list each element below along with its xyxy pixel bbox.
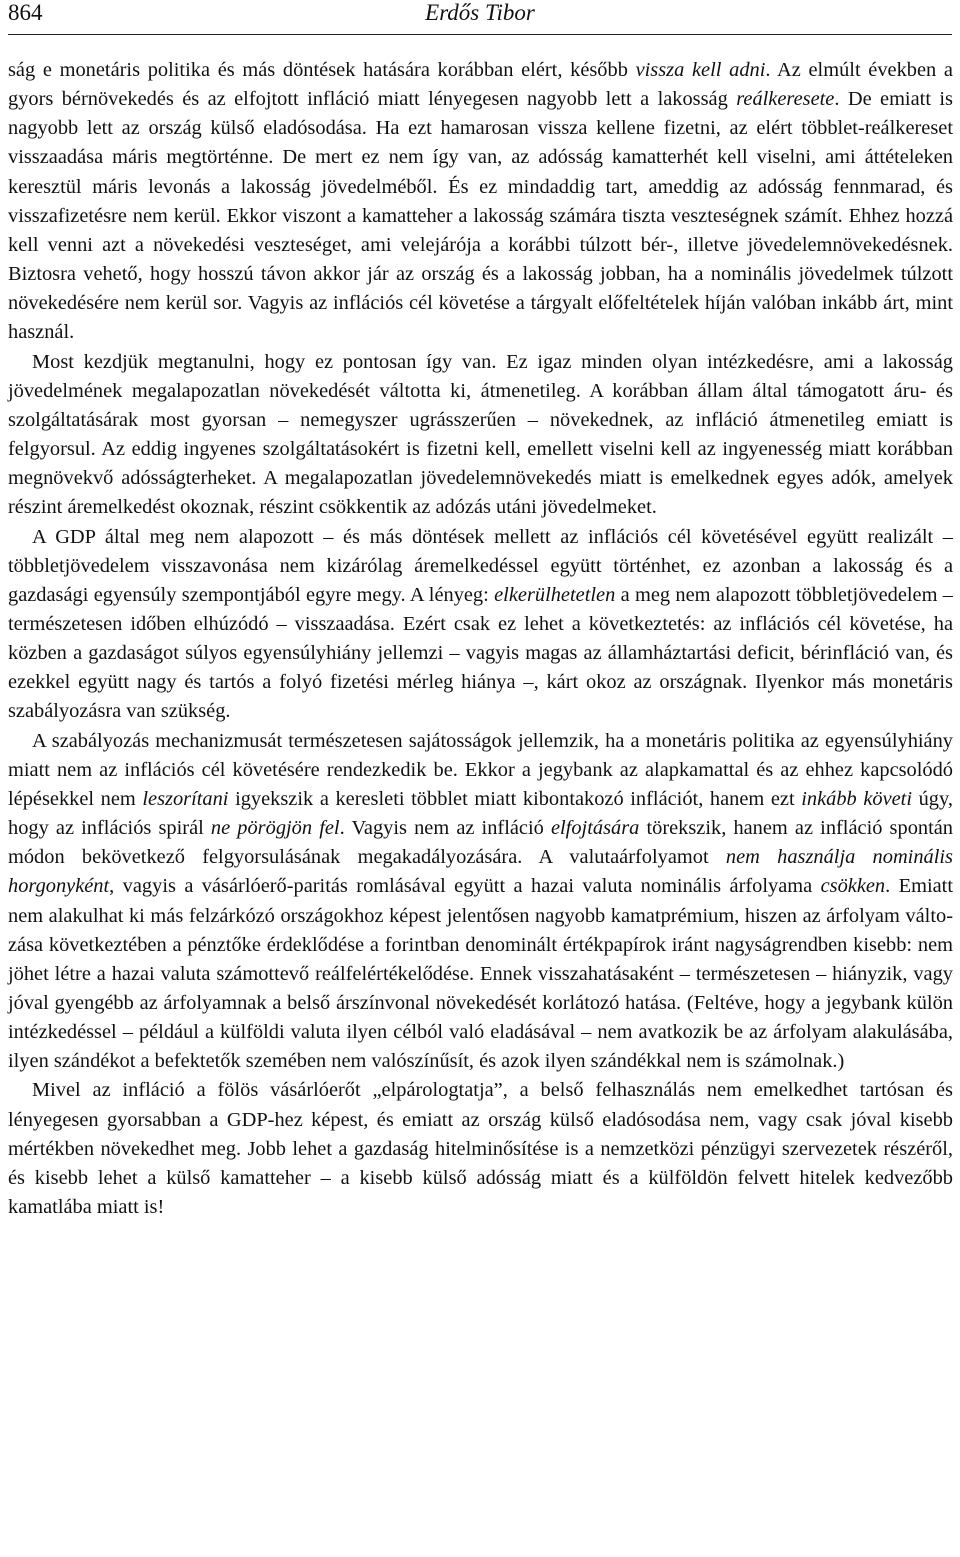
paragraph-1 <box>8 56 953 348</box>
italic-text-segment: inkább követi <box>801 787 913 810</box>
page-header <box>8 0 952 35</box>
italic-text-segment: vissza kell adni <box>635 59 766 81</box>
text-segment: a meg nem alapozott többletjövedelem – természetesen időben elhúzódó – visszaadása. Ezért csak ez lehet a következtetés: az inflációs cél követése, ha közben a gazdaságot súlyos egyensúlyhiány jellemzi – vagyis magas az államháztartási deficit, bérinfláció van, és ezekkel együtt nagy és tartós a folyó fizetési mérleg hiánya –, kárt okoz az országnak. Ilyenkor más monetáris szabályozásra van szükség. <box>8 583 953 723</box>
paragraph-4 <box>8 727 953 1077</box>
text-segment: törekszik, hanem az infláció spontán módon bekövetkező felgyorsulásának megakadályozására. A valutaárfolyamot <box>8 817 953 869</box>
text-segment: . Emiatt nem alakulhat ki más felzárkózó országokhoz képest jelentősen nagyobb kamatprémium, hiszen az árfolyam változása következtében a pénztőke érdeklődése a forintban denominált értékpapírok iránt nagyságrendben kisebb: nem jöhet létre a hazai valuta számottevő reálfelértékelődése. Ennek visszahatásaként – természetesen – hiányzik, vagy jóval gyengébb az árfolyamnak a belső árszínvonal növekedését korlátozó hatása. (Feltéve, hogy a jegybank külön intézkedéssel – például a külföldi valuta ilyen célból való eladásával – nem avatkozik be az árfolyam alakulásába, ilyen szándékot a befektetők szemében nem valószínűsít, és azok ilyen szándékkal nem is számolnak.) <box>8 875 954 1073</box>
paragraph-3 <box>8 523 953 727</box>
text-segment: ság e monetáris politika és más döntések hatására korábban elért, később <box>8 59 636 81</box>
italic-text-segment: leszorítani <box>142 787 229 810</box>
text-segment: Most kezdjük megtanulni, hogy ez pontosan így van. Ez igaz minden olyan intézkedésre, ami a lakosság jövedelmének megalapozatlan növekedését váltotta ki, átmenetileg. A korábban állam által támogatott áru- és szolgáltatásárak most gyorsan – nemegyszer ugrásszerűen – növekednek, az infláció átmenetileg emiatt is felgyorsul. Az eddig ingyenes szolgáltatásokért is fizetni kell, emellett viselni kell az ingyenesség miatt korábban megnövekvő adósságterheket. A megalapozatlan jövedelemnövekedés miatt is emelkednek egyes adók, amelyek részint áremelkedést okoznak, részint csökkentik az adózás utáni jövedelmeket. <box>8 350 953 519</box>
article-body <box>8 56 953 1222</box>
text-segment: . Vagyis nem az infláció <box>339 817 551 840</box>
text-segment: . Az elmúlt években a gyors bérnövekedés és az elfojtott infláció miatt lényegesen nagyobb lett a lakosság <box>8 59 953 111</box>
paragraph-2 <box>8 348 953 523</box>
page-number: 864 <box>8 0 43 25</box>
italic-text-segment: elkerülhetetlen <box>494 583 616 606</box>
text-segment: A szabályozás mechanizmusát természetesen sajátosságok jellemzik, ha a monetáris politika az egyensúlyhiány miatt nem az inflációs cél követésére rendezkedik be. Ekkor a jegybank az alapkamattal és az ehhez kapcsolódó lépésekkel nem <box>8 729 953 810</box>
running-head: Erdős Tibor <box>425 0 535 25</box>
paragraph-5 <box>8 1076 953 1222</box>
text-segment: igyekszik a keresleti többlet miatt kibontakozó inflációt, hanem ezt <box>228 787 802 810</box>
italic-text-segment: elfojtására <box>550 817 640 840</box>
italic-text-segment: reálkeresete <box>736 88 835 111</box>
italic-text-segment: ne pörögjön fel <box>210 817 340 840</box>
text-segment: Mivel az infláció a fölös vásárlóerőt „elpárologtatja”, a belső felhasználás nem emelkedhet tartósan és lényegesen gyorsabban a GDP-hez képest, és emiatt az ország külső eladósodása nem, vagy csak jóval kisebb mértékben növekedhet meg. Jobb lehet a gazdaság hitelminősítése is a nemzetközi pénzügyi szervezetek részéről, és kisebb lehet a külső kamatteher – a kisebb külső adósság miatt és a külföldön felvett hitelek kedvezőbb kamatlába miatt is! <box>8 1079 953 1219</box>
italic-text-segment: nem használja nominális horgonyként <box>8 846 953 898</box>
italic-text-segment: csökken <box>820 875 886 898</box>
text-segment: úgy, hogy az inflációs spirál <box>8 787 953 840</box>
text-segment: . De emiatt is nagyobb lett az ország külső eladósodása. Ha ezt hamarosan vissza kellene fizetni, az elért többlet-reálkereset visszaadása máris megtörténne. De mert ez nem így van, az adósság kamatterhét kell viselni, ami áttételeken keresztül máris levonás a lakosság jövedelméből. És ez mindaddig tart, ameddig az adósság fennmarad, és visszafizetésre nem kerül. Ekkor viszont a kamatteher a lakosság számára tiszta veszteségnek számít. Ehhez hozzá kell venni azt a növekedési veszteséget, ami velejárója a korábbi túlzott bér-, illetve jövedelemnövekedésnek. Biztosra vehető, hogy hosszú távon akkor jár az ország és a lakosság jobban, ha a nominális jövedelmek túlzott növekedésére nem kerül sor. Vagyis az inflációs cél követése a tárgyalt előfeltételek híján valóban inkább árt, mint használ. <box>8 88 953 344</box>
text-segment: A GDP által meg nem alapozott – és más döntések mellett az inflációs cél követésével együtt realizált – többletjövedelem visszavonása nem kizárólag áremelkedéssel együtt történhet, ez azonban a lakosság és a gazdasági egyensúly szempontjából egyre megy. A lényeg: <box>8 525 953 606</box>
text-segment: , vagyis a vásárlóerő-paritás romlásával együtt a hazai valuta nominális árfolyama <box>109 875 821 898</box>
